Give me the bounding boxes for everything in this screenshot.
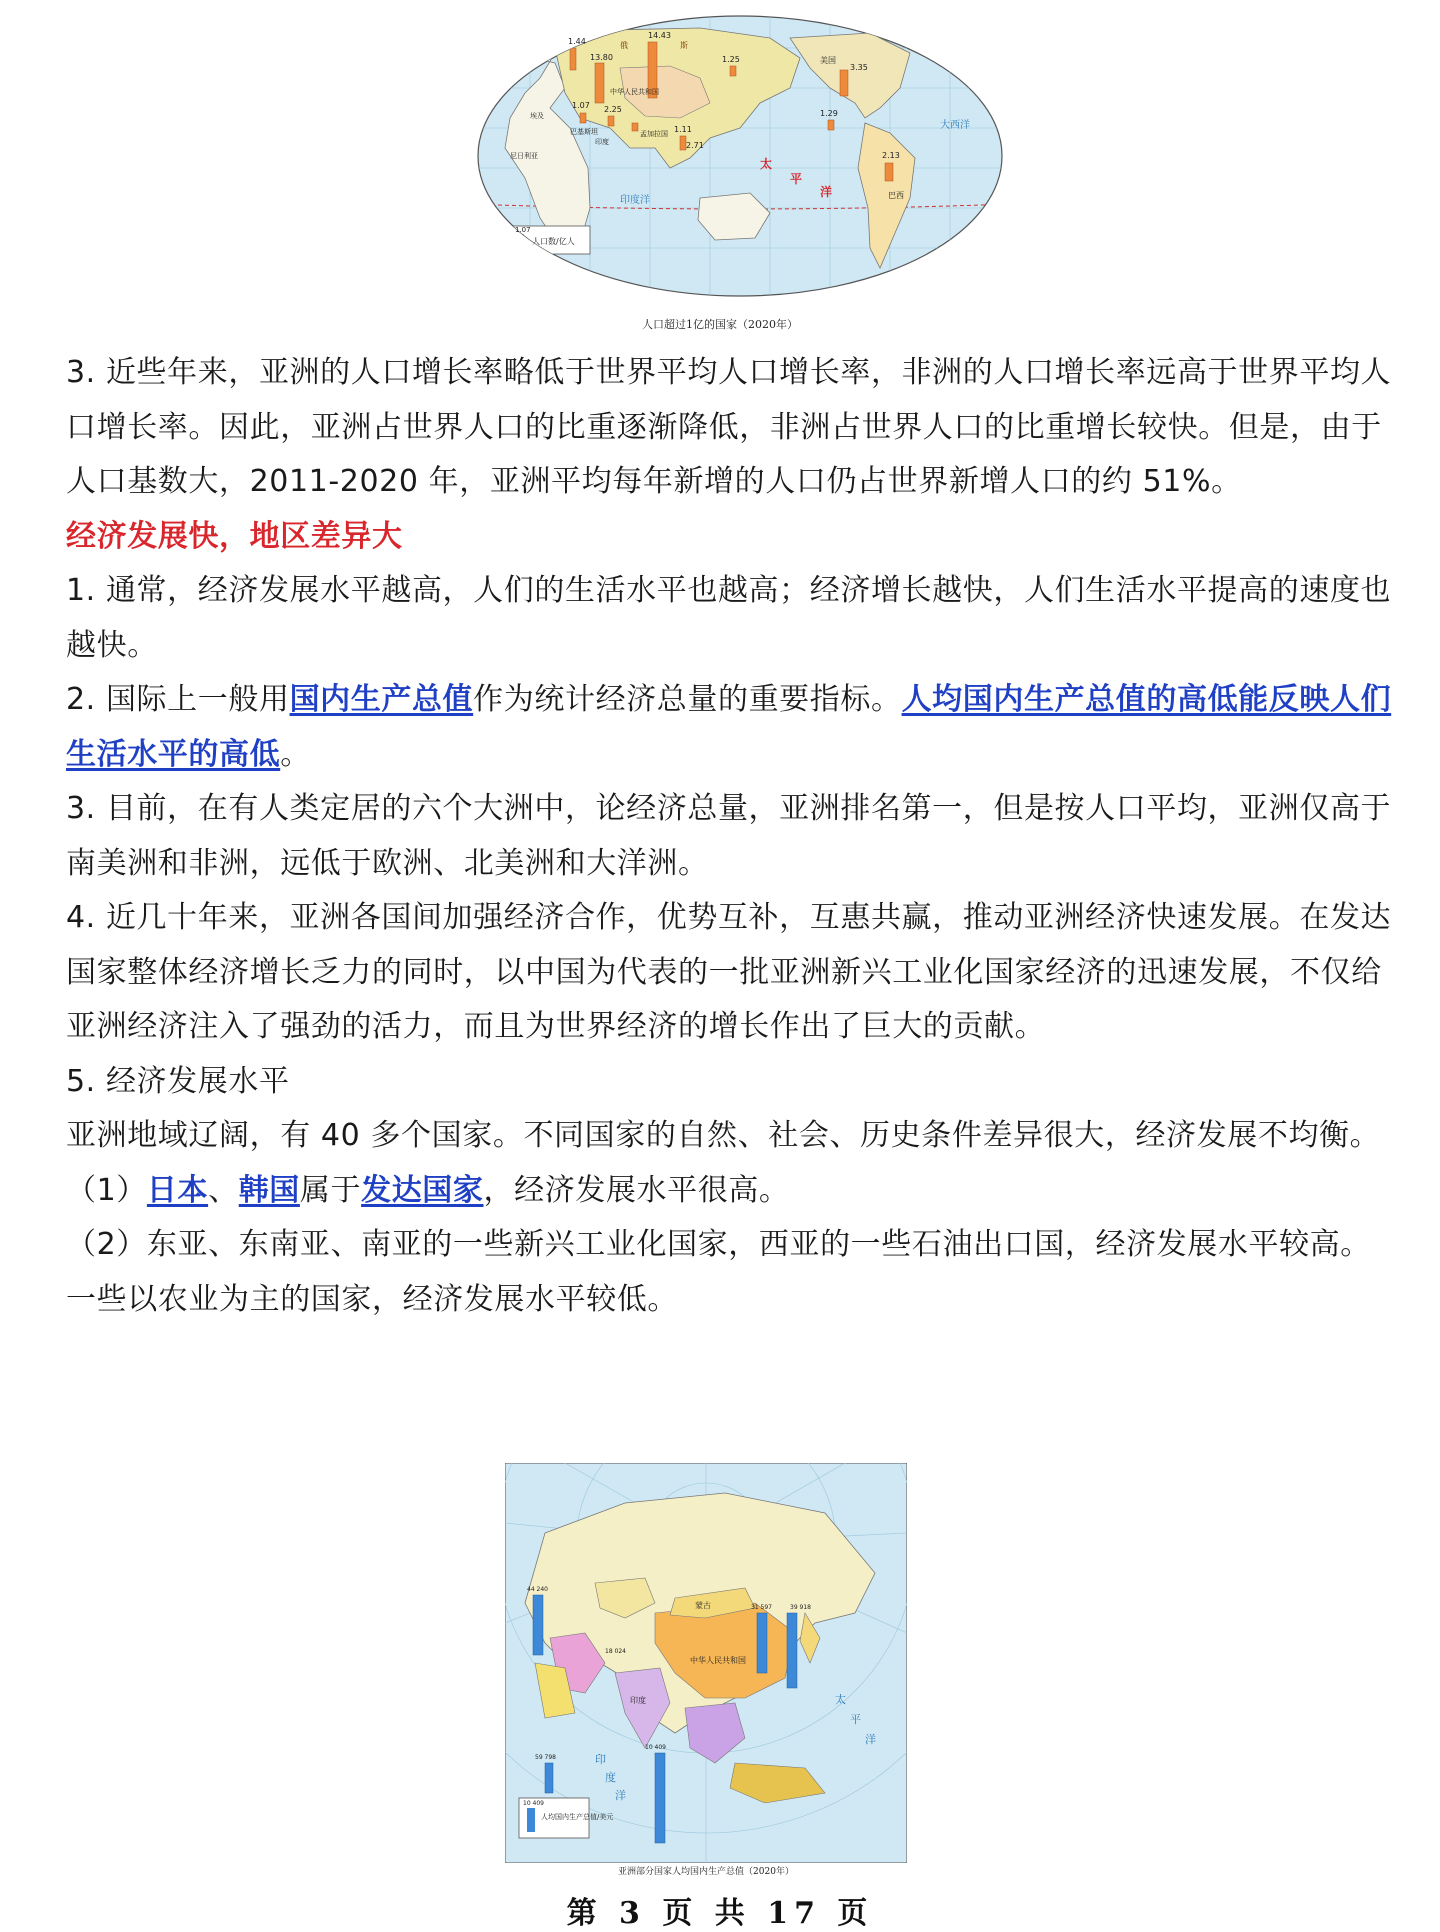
map1-value-usa: 3.35 xyxy=(850,63,868,72)
map1-label-brazil: 巴西 xyxy=(888,191,904,200)
article-body xyxy=(66,346,1396,1327)
map1-value-russia: 1.44 xyxy=(568,37,586,46)
keyword-gdp: 国内生产总值 xyxy=(289,682,474,717)
developed-sep: 、 xyxy=(208,1172,239,1208)
keyword-developed-country: 发达国家 xyxy=(361,1172,484,1208)
map2-label-india: 印度 xyxy=(630,1696,646,1705)
paragraph-continent-ranking: 3. 目前，在有人类定居的六个大洲中，论经济总量，亚洲排名第一，但是按人口平均，亚洲仅高于南美洲和非洲，远低于欧洲、北美洲和大洋洲。 xyxy=(66,791,1392,881)
map1-value-pakistan: 2.25 xyxy=(604,105,622,114)
keyword-japan: 日本 xyxy=(146,1172,209,1208)
map1-label-nigeria: 尼日利亚 xyxy=(510,152,538,160)
map2-value-5: 18 024 xyxy=(605,1648,626,1655)
map2-ocean-1: 太 xyxy=(835,1693,846,1706)
gdp-text-c: 。 xyxy=(280,736,311,772)
gdp-text-a: 2. 国际上一般用 xyxy=(66,682,290,717)
map2-legend-label: 人均国内生产总值/美元 xyxy=(541,1813,614,1821)
map1-legend-label: 人口数/亿人 xyxy=(532,237,575,246)
map2-ocean-5: 度 xyxy=(605,1771,616,1784)
map1-value-mexico: 1.29 xyxy=(820,109,838,118)
map2-value-6: 59 798 xyxy=(535,1754,556,1761)
keyword-per-capita-gdp: 人均国内生产总值的高低能反映人们生活水平的高低 xyxy=(66,682,1392,772)
map1-ocean-pacific-3: 洋 xyxy=(820,185,833,199)
map2-legend-value: 10 409 xyxy=(523,1800,544,1807)
map1-value-bangladesh: 1.11 xyxy=(674,125,692,134)
map1-ocean-pacific-2: 平 xyxy=(790,172,803,186)
developed-text-b: 属于 xyxy=(299,1172,362,1208)
map2-ocean-4: 印 xyxy=(595,1753,606,1766)
map1-ocean-pacific-1: 太 xyxy=(760,157,773,171)
map2-value-2: 39 918 xyxy=(790,1604,811,1611)
map2-label-mongolia: 蒙古 xyxy=(695,1601,711,1610)
map1-ocean-atlantic: 大西洋 xyxy=(940,120,970,131)
map1-value-indonesia: 2.71 xyxy=(686,141,704,150)
paragraph-emerging-countries: （2）东亚、东南亚、南亚的一些新兴工业化国家，西亚的一些石油出口国，经济发展水平较高。一些以农业为主的国家，经济发展水平较低。 xyxy=(66,1227,1371,1317)
map1-value-japan: 1.25 xyxy=(722,55,740,64)
map2-value-4: 10 409 xyxy=(645,1744,666,1751)
map2-caption: 亚洲部分国家人均国内生产总值（2020年） xyxy=(618,1867,794,1877)
map2-value-1: 44 240 xyxy=(527,1586,548,1593)
map1-value-nigeria: 1.07 xyxy=(572,101,590,110)
paragraph-living-standard: 1. 通常，经济发展水平越高，人们的生活水平也越高；经济增长越快，人们生活水平提高的速度也越快。 xyxy=(66,573,1392,663)
map1-legend-value: 1.07 xyxy=(515,226,531,234)
map2-ocean-6: 洋 xyxy=(615,1789,626,1802)
developed-text-c: ，经济发展水平很高。 xyxy=(483,1172,790,1208)
section-heading: 经济发展快，地区差异大 xyxy=(66,518,403,554)
keyword-korea: 韩国 xyxy=(238,1172,300,1208)
paragraph-developed-countries xyxy=(66,1164,1396,1219)
map2-label-china: 中华人民共和国 xyxy=(690,1656,746,1665)
gdp-text-b: 作为统计经济总量的重要指标。 xyxy=(473,682,902,717)
developed-text-a: （1） xyxy=(66,1172,147,1208)
asia-gdp-map xyxy=(505,1463,907,1863)
map1-ocean-indian: 印度洋 xyxy=(620,195,650,206)
map1-label-bangladesh: 孟加拉国 xyxy=(640,130,668,138)
world-population-map xyxy=(470,8,1010,320)
map1-label-egypt: 埃及 xyxy=(530,112,544,120)
map1-value-brazil: 2.13 xyxy=(882,151,900,160)
paragraph-asia-countries: 亚洲地域辽阔，有 40 多个国家。不同国家的自然、社会、历史条件差异很大，经济发展不均衡。 xyxy=(66,1118,1381,1153)
map1-label-india: 印度 xyxy=(595,138,609,146)
map1-label-pakistan: 巴基斯坦 xyxy=(570,128,598,136)
map1-label-china: 中华人民共和国 xyxy=(610,88,659,96)
map1-value-china: 14.43 xyxy=(648,31,671,40)
paragraph-subheading-economy: 5. 经济发展水平 xyxy=(66,1063,290,1099)
paragraph-gdp xyxy=(66,673,1396,782)
page-number: 第 3 页 共 17 页 xyxy=(566,1896,874,1931)
map1-value-india: 13.80 xyxy=(590,53,613,62)
map1-label-russia-1: 俄 xyxy=(620,41,628,50)
map1-label-russia-2: 斯 xyxy=(680,41,688,50)
map2-value-3: 31 597 xyxy=(751,1604,772,1611)
paragraph-population-growth: 3. 近些年来，亚洲的人口增长率略低于世界平均人口增长率，非洲的人口增长率远高于世界平均人口增长率。因此，亚洲占世界人口的比重逐渐降低，非洲占世界人口的比重增长较快。但是，由于人口基数大，2011-2020 年，亚洲平均每年新增的人口仍占世界新增人口的约 51%。 xyxy=(66,355,1392,499)
map2-ocean-2: 平 xyxy=(850,1713,861,1726)
map2-ocean-3: 洋 xyxy=(865,1733,876,1746)
map1-caption: 人口超过1亿的国家（2020年） xyxy=(642,318,798,331)
paragraph-cooperation: 4. 近几十年来，亚洲各国间加强经济合作，优势互补，互惠共赢，推动亚洲经济快速发展。在发达国家整体经济增长乏力的同时，以中国为代表的一批亚洲新兴工业化国家经济的迅速发展，不仅给亚洲经济注入了强劲的活力，而且为世界经济的增长作出了巨大的贡献。 xyxy=(66,900,1392,1044)
map1-label-usa: 美国 xyxy=(820,56,836,65)
